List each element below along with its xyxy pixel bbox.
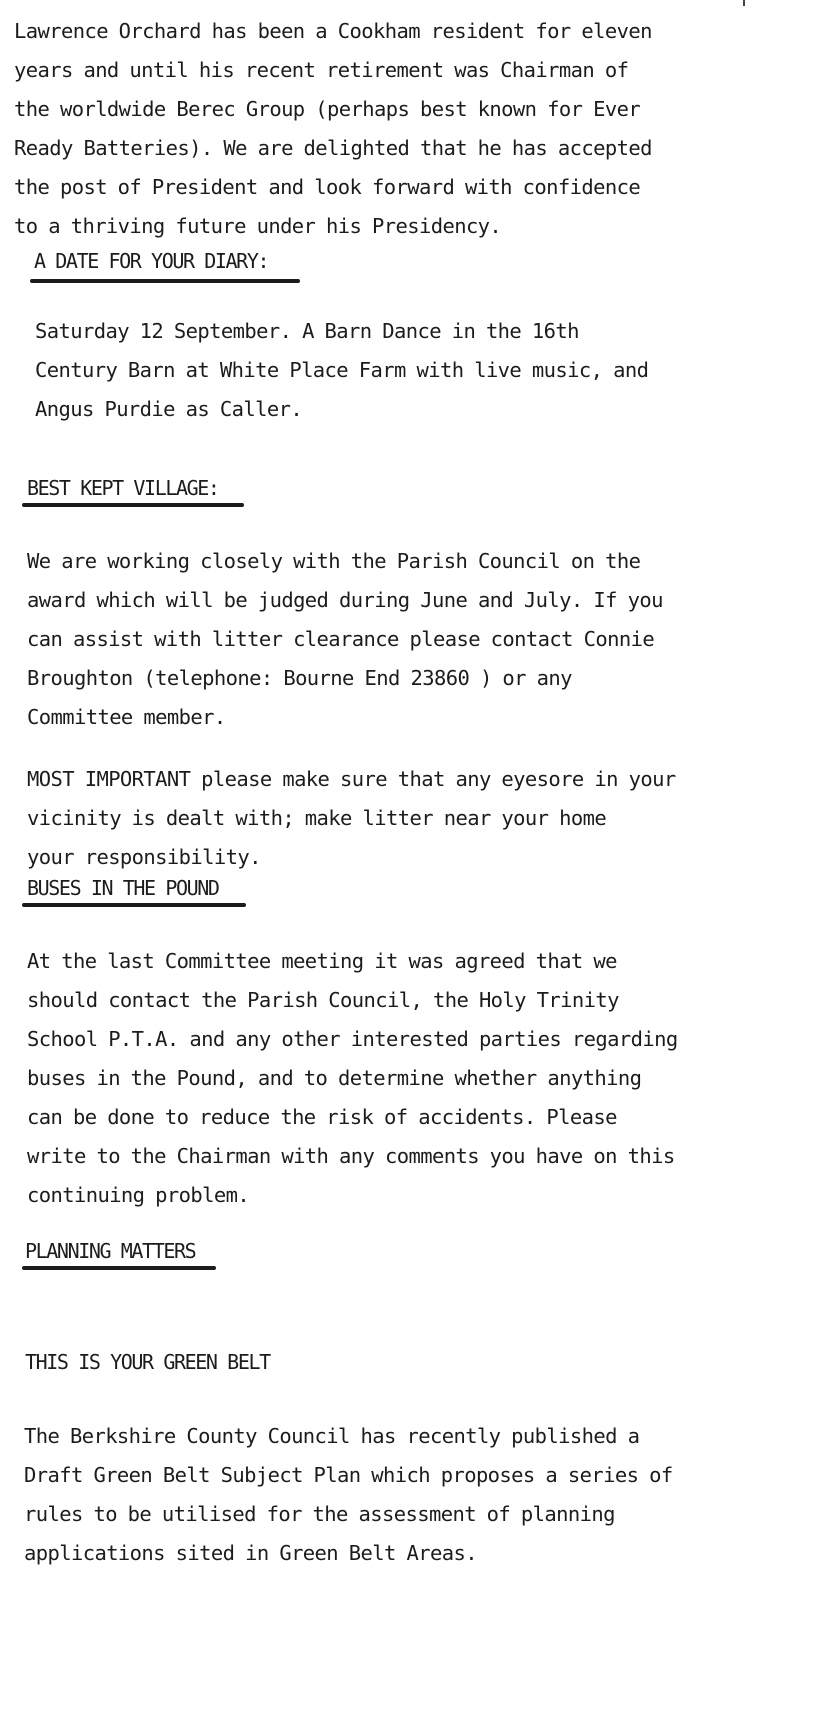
planning-heading: PLANNING MATTERS: [25, 1239, 196, 1263]
diary-paragraph: Saturday 12 September. A Barn Dance in the 16th Century Barn at White Place Farm with live music, and Angus Purdie as Caller.: [35, 319, 649, 421]
best-kept-village-underline: [22, 503, 244, 507]
diary-heading: A DATE FOR YOUR DIARY:: [34, 249, 269, 273]
scan-edge-mark: [743, 0, 745, 6]
planning-heading-underline: [22, 1266, 216, 1270]
buses-heading-underline: [22, 903, 246, 907]
green-belt-paragraph: The Berkshire County Council has recently published a Draft Green Belt Subject Plan which proposes a series of rules to be utilised for the assessment of planning applications sited in Green Belt Areas.: [24, 1424, 673, 1565]
best-kept-village-paragraph: We are working closely with the Parish Council on the award which will be judged during June and July. If you can assist with litter clearance please contact Connie Broughton (telephone: Bourne End 23860 ) or any Committee member.: [27, 549, 663, 729]
diary-heading-underline: [30, 279, 300, 283]
green-belt-subheading: THIS IS YOUR GREEN BELT: [25, 1350, 270, 1374]
intro-paragraph: Lawrence Orchard has been a Cookham resident for eleven years and until his recent retirement was Chairman of the worldwide Berec Group (perhaps best known for Ever Ready Batteries). We are delighted that he has accepted the post of President and look forward with confidence to a thriving future under his Presidency.: [14, 19, 652, 238]
best-kept-village-heading: BEST KEPT VILLAGE:: [27, 476, 219, 500]
buses-paragraph: At the last Committee meeting it was agreed that we should contact the Parish Council, the Holy Trinity School P.T.A. and any other interested parties regarding buses in the Pound, and to determine whether anything can be done to reduce the risk of accidents. Please write to the Chairman with any comments you have on this continuing problem.: [27, 949, 678, 1207]
most-important-paragraph: MOST IMPORTANT please make sure that any eyesore in your vicinity is dealt with; make litter near your home your responsibility.: [27, 767, 676, 869]
buses-heading: BUSES IN THE POUND: [27, 876, 219, 900]
